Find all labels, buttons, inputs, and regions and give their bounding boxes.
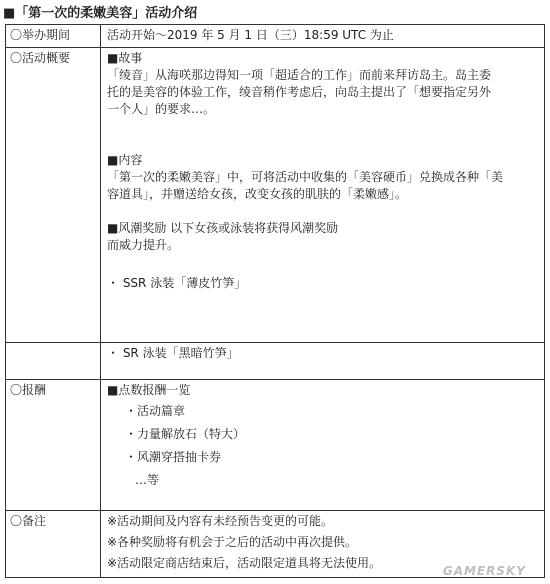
watermark: GAMERSKY <box>442 564 526 578</box>
reward-list-heading: ■点数报酬一览 <box>107 383 191 397</box>
sr-swimsuit-item: ・ SR 泳装「黑暗竹笋」 <box>101 343 545 380</box>
reward-line: 而威力提升。 <box>107 238 180 252</box>
reward-item: ・活动篇章 <box>125 404 186 418</box>
table-row-period <box>6 25 545 48</box>
content-line: 「第一次的柔嫩美容」中，可将活动中收集的「美容硬币」兑换成各种「美 <box>107 170 504 184</box>
overview-label: 〇活动概要 <box>6 48 101 343</box>
story-line: 一个人」的要求…。 <box>107 102 216 116</box>
reward-item: ・风潮穿搭抽卡券 <box>125 450 222 464</box>
note-item: ※活动期间及内容有未经预告变更的可能。 <box>107 514 334 528</box>
notes-label: 〇备注 <box>6 511 101 578</box>
table-row-reward <box>6 380 545 511</box>
period-label: 〇举办期间 <box>6 25 101 48</box>
note-item: ※各种奖励将有机会于之后的活动中再次提供。 <box>107 535 358 549</box>
reward-label: 〇报酬 <box>6 380 101 511</box>
event-info-table <box>5 24 545 578</box>
period-value: 活动开始～2019 年 5 月 1 日（三）18:59 UTC 为止 <box>101 25 545 48</box>
table-row-sr <box>6 343 545 380</box>
ssr-swimsuit-item: ・ SSR 泳装「薄皮竹笋」 <box>107 276 247 290</box>
table-row-overview <box>6 48 545 343</box>
reward-etc: …等 <box>135 473 160 487</box>
story-line: 「绫音」从海咲那边得知一项「超适合的工作」而前来拜访岛主。岛主委 <box>107 68 492 82</box>
note-item: ※活动限定商店结束后，活动限定道具将无法使用。 <box>107 556 382 570</box>
page-title: ■「第一次的柔嫩美容」活动介绍 <box>3 6 198 21</box>
reward-heading: ■风潮奖励 以下女孩或泳装将获得风潮奖励 <box>107 221 339 235</box>
overview-content <box>101 48 545 343</box>
sr-label <box>6 343 101 380</box>
reward-content <box>101 380 545 511</box>
story-heading: ■故事 <box>107 51 143 65</box>
story-line: 托的是美容的体验工作，绫音稍作考虑后，向岛主提出了「想要指定另外 <box>107 85 492 99</box>
reward-item: ・力量解放石（特大） <box>125 427 246 441</box>
content-heading: ■内容 <box>107 153 143 167</box>
content-line: 容道具」，并赠送给女孩，改变女孩的肌肤的「柔嫩感」。 <box>107 187 408 201</box>
